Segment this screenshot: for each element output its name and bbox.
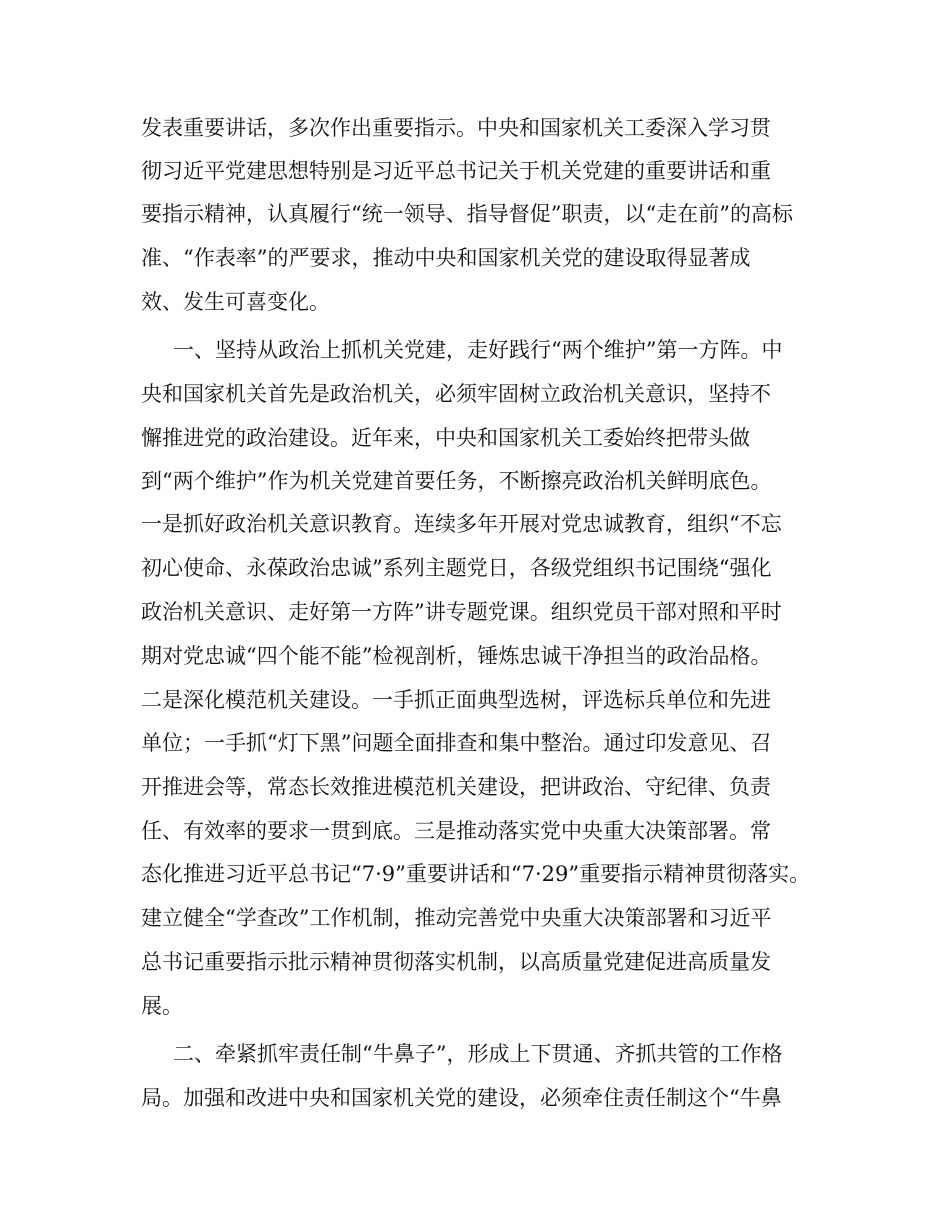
text-line: 建立健全“学查改”工作机制，推动完善党中央重大决策部署和习近平 <box>141 906 772 930</box>
text-line: 效、发生可喜变化。 <box>141 290 330 314</box>
text-line: 开推进会等，常态长效推进模范机关建设，把讲政治、守纪律、负责 <box>141 775 771 799</box>
text-line: 到“两个维护”作为机关党建首要任务，不断擦亮政治机关鲜明底色。 <box>141 469 772 493</box>
text-line: 任、有效率的要求一贯到底。三是推动落实党中央重大决策部署。常 <box>141 819 771 843</box>
text-line: 态化推进习近平总书记“7·9”重要讲话和“7·29”重要指示精神贯彻落实。 <box>141 862 811 886</box>
text-line: 单位；一手抓“灯下黑”问题全面排查和集中整治。通过印发意见、召 <box>141 731 772 755</box>
text-line: 懈推进党的政治建设。近年来，中央和国家机关工委始终把带头做 <box>141 426 750 450</box>
text-line: 央和国家机关首先是政治机关，必须牢固树立政治机关意识，坚持不 <box>141 382 771 406</box>
text-line: 要指示精神，认真履行“统一领导、指导督促”职责，以“走在前”的高标 <box>141 202 793 226</box>
text-line: 发表重要讲话，多次作出重要指示。中央和国家机关工委深入学习贯 <box>141 116 771 140</box>
text-line: 准、“作表率”的严要求，推动中央和国家机关党的建设取得显著成 <box>141 246 751 270</box>
text-line: 二是深化模范机关建设。一手抓正面典型选树，评选标兵单位和先进 <box>141 688 771 712</box>
text-line: 一、坚持从政治上抓机关党建，走好践行“两个维护”第一方阵。中 <box>173 338 783 362</box>
text-line: 彻习近平党建思想特别是习近平总书记关于机关党建的重要讲话和重 <box>141 159 771 183</box>
text-line: 期对党忠诚“四个能不能”检视剖析，锤炼忠诚干净担当的政治品格。 <box>141 644 772 668</box>
text-line: 初心使命、永葆政治忠诚”系列主题党日，各级党组织书记围绕“强化 <box>141 556 772 580</box>
text-line: 总书记重要指示批示精神贯彻落实机制，以高质量党建促进高质量发 <box>141 950 771 974</box>
text-line: 一是抓好政治机关意识教育。连续多年开展对党忠诚教育，组织“不忘 <box>141 512 782 536</box>
text-line: 展。 <box>141 994 183 1018</box>
text-line: 二、牵紧抓牢责任制“牛鼻子”，形成上下贯通、齐抓共管的工作格 <box>173 1042 783 1066</box>
text-line: 局。加强和改进中央和国家机关党的建设，必须牵住责任制这个“牛鼻 <box>141 1086 782 1110</box>
text-line: 政治机关意识、走好第一方阵”讲专题党课。组织党员干部对照和平时 <box>141 600 782 624</box>
